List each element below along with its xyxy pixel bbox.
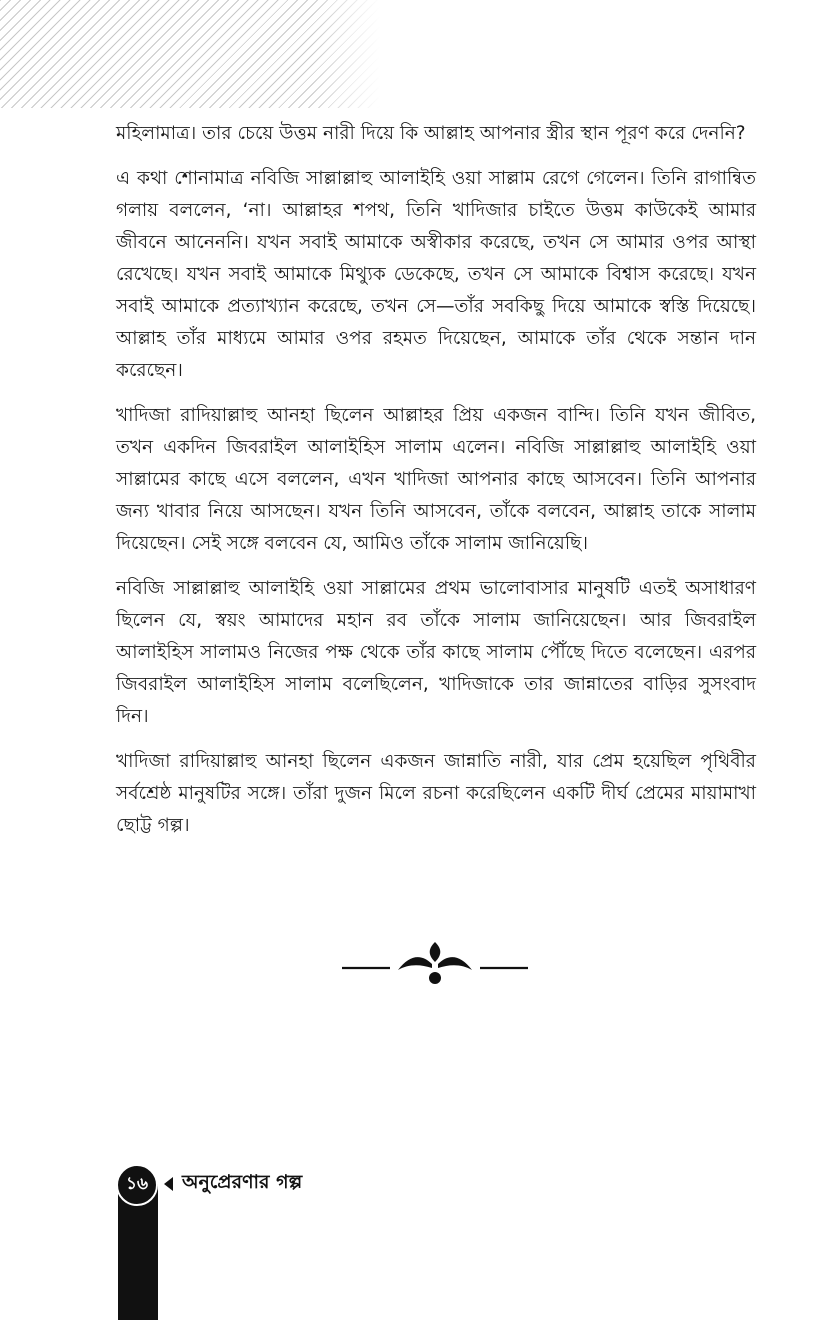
page-body [116,118,756,855]
paragraph-1: মহিলামাত্র। তার চেয়ে উত্তম নারী দিয়ে কি আল্লাহ আপনার স্ত্রীর স্থান পূরণ করে দেননি? [116,123,746,144]
floral-divider-icon [340,938,530,990]
triangle-left-icon [164,1177,173,1191]
paragraph-4: নবিজি সাল্লাল্লাহু আলাইহি ওয়া সাল্লামের প্রথম ভালোবাসার মানুষটি এতই অসাধারণ ছিলেন যে, স্বয়ং আমাদের মহান রব তাঁকে সালাম জানিয়েছেন। আর জিবরাইল আলাইহিস সালামও নিজের পক্ষ থেকে তাঁর কাছে সালাম পৌঁছে দিতে বলেছেন। এরপর জিবরাইল আলাইহিস সালাম বলেছিলেন, খাদিজাকে তার জান্নাতের বাড়ির সুসংবাদ দিন। [116,578,756,727]
decorative-hatch-pattern [0,0,380,108]
page-number: ১৬ [116,1164,158,1206]
paragraph-3: খাদিজা রাদিয়াল্লাহু আনহা ছিলেন আল্লাহর প্রিয় একজন বান্দি। তিনি যখন জীবিত, তখন একদিন জিবরাইল আলাইহিস সালাম এলেন। নবিজি সাল্লাল্লাহু আলাইহি ওয়া সাল্লামের কাছে এসে বললেন, এখন খাদিজা আপনার কাছে আসবেন। তিনি আপনার জন্য খাবার নিয়ে আসছেন। যখন তিনি আসবেন, তাঁকে বলবেন, আল্লাহ তাকে সালাম দিয়েছেন। সেই সঙ্গে বলবেন যে, আমিও তাঁকে সালাম জানিয়েছি। [116,405,756,554]
paragraph-2: এ কথা শোনামাত্র নবিজি সাল্লাল্লাহু আলাইহি ওয়া সাল্লাম রেগে গেলেন। তিনি রাগান্বিত গলায় বললেন, ‘না। আল্লাহর শপথ, তিনি খাদিজার চাইতে উত্তম কাউকেই আমার জীবনে আনেননি। যখন সবাই আমাকে অস্বীকার করেছে, তখন সে আমার ওপর আস্থা রেখেছে। যখন সবাই আমাকে মিথ্যুক ডেকেছে, তখন সে আমাকে বিশ্বাস করেছে। যখন সবাই আমাকে প্রত্যাখ্যান করেছে, তখন সে—তাঁর সবকিছু দিয়ে আমাকে স্বস্তি দিয়েছে। আল্লাহ তাঁর মাধ্যমে আমার ওপর রহমত দিয়েছেন, আমাকে তাঁর থেকে সন্তান দান করেছেন। [116,168,756,381]
book-title: অনুপ্রেরণার গল্প [182,1171,303,1193]
paragraph-5: খাদিজা রাদিয়াল্লাহু আনহা ছিলেন একজন জান্নাতি নারী, যার প্রেম হয়েছিল পৃথিবীর সর্বশ্রেষ্ঠ মানুষটির সঙ্গে। তাঁরা দুজন মিলে রচনা করেছিলেন একটি দীর্ঘ প্রেমের মায়ামাখা ছোট্ট গল্প। [116,751,756,836]
